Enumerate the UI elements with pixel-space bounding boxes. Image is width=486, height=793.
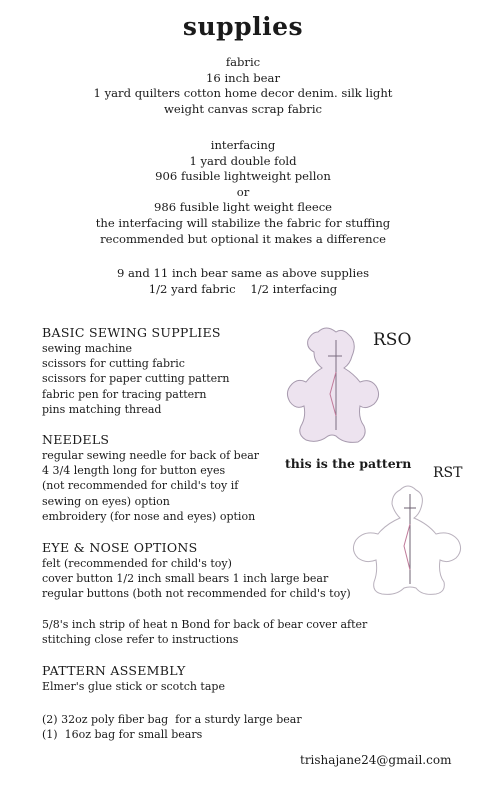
list-item: stitching close refer to instructions (42, 633, 239, 647)
fabric-line: weight canvas scrap fabric (163, 101, 323, 116)
pattern-assembly-heading: PATTERN ASSEMBLY (42, 663, 186, 678)
list-item: scissors for paper cutting pattern (42, 372, 230, 386)
list-item: regular buttons (both not recommended for child's toy) (42, 587, 351, 601)
eye-nose-section (42, 540, 351, 602)
rso-label: RSO (373, 330, 412, 350)
size-line: 9 and 11 inch bear same as above supplies (116, 266, 370, 280)
interfacing-line: the interfacing will stabilize the fabric for stuffing (95, 215, 391, 230)
list-item: felt (recommended for child's toy) (42, 557, 232, 570)
list-item: sewing on eyes) option (42, 494, 170, 508)
heat-bond-section (42, 617, 367, 647)
list-item: Elmer's glue stick or scotch tape (42, 680, 225, 693)
stuffing-section (42, 712, 302, 742)
needles-section (42, 432, 259, 524)
list-item: fabric pen for tracing pattern (42, 387, 207, 401)
bear-pattern-rst-outline (353, 486, 460, 594)
basic-supplies-heading: BASIC SEWING SUPPLIES (42, 325, 221, 340)
list-item: 5/8's inch strip of heat n Bond for back of bear cover after (42, 618, 368, 631)
interfacing-line: recommended but optional it makes a difference (100, 231, 386, 246)
eye-nose-heading: EYE & NOSE OPTIONS (42, 540, 198, 555)
size-line: 1/2 yard fabric 1/2 interfacing (148, 281, 338, 296)
fabric-block (0, 55, 486, 117)
list-item: regular sewing needle for back of bear (42, 449, 260, 462)
list-item: pins matching thread (42, 402, 162, 416)
basic-supplies-section (42, 325, 230, 417)
list-item: (1) 16oz bag for small bears (42, 728, 203, 742)
fabric-line: 16 inch bear (206, 70, 280, 85)
list-item: 4 3/4 length long for button eyes (42, 464, 226, 478)
list-item: scissors for cutting fabric (42, 357, 185, 371)
interfacing-line: 906 fusible lightweight pellon (155, 169, 331, 184)
size-block (0, 266, 486, 297)
fabric-line: 1 yard quilters cotton home decor denim. silk light (93, 86, 393, 101)
pattern-assembly-section (42, 663, 225, 694)
list-item: (not recommended for child's toy if (42, 479, 239, 493)
list-item: sewing machine (42, 342, 133, 355)
list-item: embroidery (for nose and eyes) option (42, 509, 256, 523)
bear-pattern-rso-outline (287, 328, 378, 442)
rst-label: RST (433, 465, 463, 481)
list-item: cover button 1/2 inch small bears 1 inch large bear (42, 572, 329, 586)
list-item: (2) 32oz poly fiber bag for a sturdy large bear (42, 713, 302, 726)
interfacing-line: interfacing (210, 138, 276, 152)
bear-pattern-rso-illustration (284, 326, 384, 444)
interfacing-block (0, 138, 486, 247)
contact-email[interactable]: trishajane24@gmail.com (300, 753, 452, 767)
interfacing-line: or (236, 184, 250, 199)
page-title: supplies (182, 12, 304, 41)
interfacing-line: 1 yard double fold (189, 153, 297, 168)
bear-pattern-rst-illustration (346, 484, 464, 596)
interfacing-line: 986 fusible light weight fleece (153, 200, 333, 215)
fabric-line: fabric (225, 55, 261, 69)
needles-heading: NEEDELS (42, 432, 110, 447)
pattern-caption: this is the pattern (285, 456, 412, 471)
